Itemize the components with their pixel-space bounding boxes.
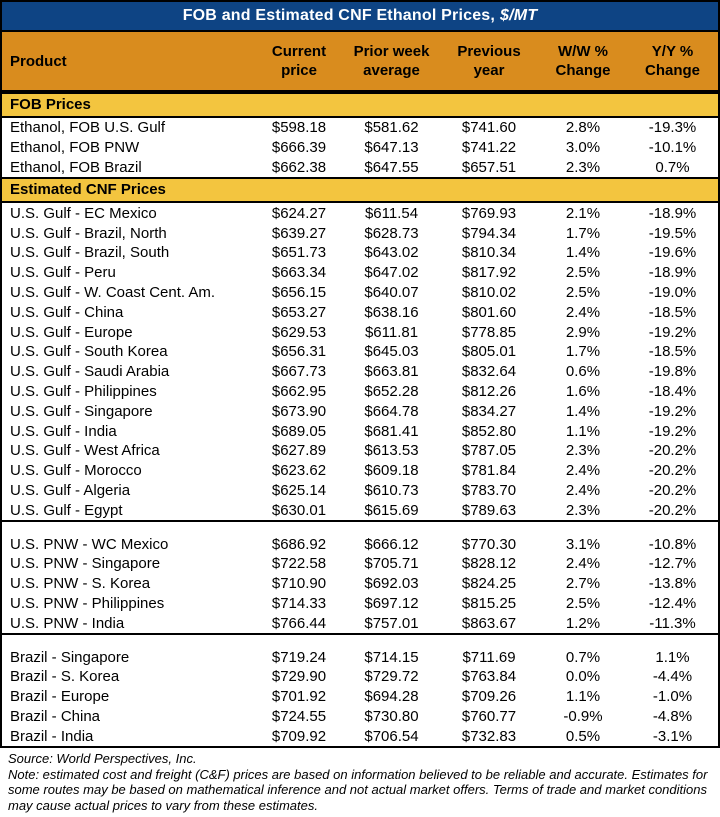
- previous-year-cell: $760.77: [461, 707, 517, 725]
- product-cell: U.S. Gulf - Singapore: [10, 402, 153, 420]
- yy-change-cell: -18.4%: [648, 382, 697, 400]
- previous-year-cell: $810.34: [461, 244, 517, 262]
- current-price-cell: $630.01: [271, 501, 327, 519]
- previous-year-cell: $815.25: [461, 594, 517, 612]
- table-row: [2, 203, 718, 223]
- column-header-prior-week-average-label: Prior week average: [353, 43, 430, 79]
- yy-change-cell: -1.0%: [652, 688, 693, 706]
- ww-change-cell: 1.1%: [565, 688, 601, 706]
- yy-change-cell: -18.5%: [648, 343, 697, 361]
- column-header-yy-change: [627, 42, 718, 80]
- prior-week-average-cell: $610.73: [364, 481, 419, 499]
- current-price-cell: $766.44: [271, 614, 327, 632]
- yy-change-cell: -11.3%: [649, 614, 696, 632]
- yy-change-cell: 1.1%: [655, 648, 690, 666]
- table-row: [2, 138, 718, 158]
- table-row: [2, 574, 718, 594]
- column-header-current-price-label: Current price: [271, 43, 327, 79]
- current-price-cell: $629.53: [271, 323, 327, 341]
- ww-change-cell: 2.5%: [565, 264, 601, 282]
- yy-change-cell: -19.5%: [648, 224, 697, 242]
- table-row: [2, 667, 718, 687]
- product-cell: U.S. PNW - S. Korea: [10, 575, 151, 593]
- product-cell: U.S. Gulf - West Africa: [10, 442, 160, 460]
- section-band: Estimated CNF Prices: [2, 177, 718, 203]
- column-header-product-label: Product: [10, 52, 67, 70]
- yy-change-cell: -20.2%: [648, 501, 697, 519]
- ww-change-cell: 1.6%: [565, 382, 601, 400]
- current-price-cell: $627.89: [271, 442, 327, 460]
- yy-change-cell: -10.1%: [648, 139, 697, 157]
- previous-year-cell: $741.60: [461, 119, 517, 137]
- yy-change-cell: -20.2%: [648, 481, 697, 499]
- column-header-row: [2, 32, 718, 92]
- column-header-previous-year-label: Previous year: [457, 43, 521, 79]
- yy-change-cell: -19.2%: [648, 323, 697, 341]
- prior-week-average-cell: $666.12: [364, 535, 419, 553]
- ww-change-cell: 2.8%: [565, 119, 601, 137]
- product-cell: U.S. Gulf - Brazil, North: [10, 224, 167, 242]
- product-cell: U.S. Gulf - Europe: [10, 323, 133, 341]
- product-cell: U.S. Gulf - Philippines: [10, 382, 157, 400]
- prior-week-average-cell: $615.69: [364, 501, 419, 519]
- prior-week-average-cell: $613.53: [364, 442, 419, 460]
- previous-year-cell: $769.93: [461, 204, 517, 222]
- ww-change-cell: 1.7%: [565, 224, 601, 242]
- ww-change-cell: 2.4%: [565, 462, 601, 480]
- yy-change-cell: -19.3%: [648, 119, 697, 137]
- section-gap: [2, 520, 718, 534]
- product-cell: U.S. Gulf - Egypt: [10, 501, 123, 519]
- yy-change-cell: -20.2%: [648, 442, 697, 460]
- prior-week-average-cell: $647.02: [364, 264, 419, 282]
- product-cell: Brazil - China: [10, 707, 101, 725]
- prior-week-average-cell: $681.41: [364, 422, 419, 440]
- previous-year-cell: $852.80: [461, 422, 517, 440]
- table-row: [2, 401, 718, 421]
- previous-year-cell: $801.60: [461, 303, 517, 321]
- previous-year-cell: $789.63: [461, 501, 517, 519]
- prior-week-average-cell: $705.71: [364, 555, 419, 573]
- ww-change-cell: 2.3%: [565, 158, 601, 176]
- product-cell: U.S. PNW - Singapore: [10, 555, 161, 573]
- ww-change-cell: -0.9%: [563, 707, 603, 725]
- column-header-current-price: [254, 42, 344, 80]
- product-cell: U.S. Gulf - India: [10, 422, 117, 440]
- table-row: [2, 421, 718, 441]
- table-row: [2, 554, 718, 574]
- previous-year-cell: $763.84: [461, 668, 517, 686]
- yy-change-cell: -4.4%: [652, 668, 693, 686]
- current-price-cell: $598.18: [271, 119, 327, 137]
- previous-year-cell: $824.25: [461, 575, 517, 593]
- ww-change-cell: 0.7%: [565, 648, 601, 666]
- yy-change-cell: -18.9%: [648, 204, 697, 222]
- previous-year-cell: $778.85: [461, 323, 517, 341]
- previous-year-cell: $657.51: [461, 158, 517, 176]
- prior-week-average-cell: $729.72: [364, 668, 419, 686]
- current-price-cell: $651.73: [271, 244, 327, 262]
- yy-change-cell: -18.5%: [648, 303, 697, 321]
- table-row: [2, 441, 718, 461]
- previous-year-cell: $781.84: [461, 462, 517, 480]
- current-price-cell: $689.05: [271, 422, 327, 440]
- table-row: [2, 534, 718, 554]
- product-cell: U.S. Gulf - Saudi Arabia: [10, 363, 170, 381]
- column-header-prior-week-average: [344, 42, 439, 80]
- current-price-cell: $686.92: [271, 535, 327, 553]
- prior-week-average-cell: $692.03: [364, 575, 419, 593]
- table-row: [2, 481, 718, 501]
- current-price-cell: $656.15: [271, 283, 327, 301]
- prior-week-average-cell: $638.16: [364, 303, 419, 321]
- product-cell: U.S. Gulf - Peru: [10, 264, 116, 282]
- previous-year-cell: $817.92: [461, 264, 517, 282]
- product-cell: Ethanol, FOB PNW: [10, 139, 140, 157]
- previous-year-cell: $709.26: [461, 688, 517, 706]
- table-row: [2, 362, 718, 382]
- table-row: [2, 687, 718, 707]
- previous-year-cell: $732.83: [461, 727, 517, 745]
- current-price-cell: $724.55: [271, 707, 327, 725]
- ww-change-cell: 1.4%: [565, 244, 601, 262]
- current-price-cell: $666.39: [271, 139, 327, 157]
- yy-change-cell: -19.0%: [648, 283, 697, 301]
- product-cell: Ethanol, FOB U.S. Gulf: [10, 119, 166, 137]
- column-header-ww-change-label: W/W % Change: [555, 43, 611, 79]
- ww-change-cell: 2.3%: [565, 442, 601, 460]
- previous-year-cell: $787.05: [461, 442, 517, 460]
- current-price-cell: $667.73: [271, 363, 327, 381]
- prior-week-average-cell: $609.18: [364, 462, 419, 480]
- source-note: Source: World Perspectives, Inc.: [8, 751, 197, 767]
- product-cell: U.S. Gulf - South Korea: [10, 343, 168, 361]
- prior-week-average-cell: $730.80: [364, 707, 419, 725]
- yy-change-cell: -19.2%: [648, 402, 697, 420]
- ww-change-cell: 2.9%: [565, 323, 601, 341]
- ww-change-cell: 2.4%: [565, 555, 601, 573]
- yy-change-cell: -3.1%: [652, 727, 693, 745]
- table-row: [2, 382, 718, 402]
- column-header-previous-year: [439, 42, 539, 80]
- previous-year-cell: $741.22: [461, 139, 517, 157]
- prior-week-average-cell: $714.15: [364, 648, 419, 666]
- prior-week-average-cell: $663.81: [364, 363, 419, 381]
- ww-change-cell: 2.3%: [565, 501, 601, 519]
- table-body: [2, 92, 718, 746]
- yy-change-cell: -10.8%: [648, 535, 697, 553]
- ww-change-cell: 1.4%: [565, 402, 601, 420]
- prior-week-average-cell: $694.28: [364, 688, 419, 706]
- table-title: FOB and Estimated CNF Ethanol Prices,: [182, 7, 496, 24]
- footnotes: [0, 748, 720, 813]
- table-row: [2, 223, 718, 243]
- prior-week-average-cell: $664.78: [364, 402, 419, 420]
- column-header-product: [2, 52, 254, 71]
- table-title-bar: [2, 2, 718, 32]
- previous-year-cell: $834.27: [461, 402, 517, 420]
- previous-year-cell: $863.67: [461, 614, 517, 632]
- product-cell: U.S. Gulf - W. Coast Cent. Am.: [10, 283, 216, 301]
- ww-change-cell: 2.5%: [565, 594, 601, 612]
- current-price-cell: $710.90: [271, 575, 327, 593]
- prior-week-average-cell: $757.01: [364, 614, 419, 632]
- previous-year-cell: $711.69: [462, 648, 516, 666]
- table-row: [2, 283, 718, 303]
- current-price-cell: $653.27: [271, 303, 327, 321]
- ww-change-cell: 1.1%: [565, 422, 601, 440]
- table-row: [2, 726, 718, 746]
- ww-change-cell: 0.5%: [565, 727, 601, 745]
- current-price-cell: $719.24: [271, 648, 327, 666]
- current-price-cell: $625.14: [271, 481, 327, 499]
- product-cell: Brazil - Europe: [10, 688, 110, 706]
- yy-change-cell: -18.9%: [648, 264, 697, 282]
- current-price-cell: $623.62: [271, 462, 327, 480]
- table-row: [2, 594, 718, 614]
- ww-change-cell: 0.0%: [565, 668, 601, 686]
- previous-year-cell: $828.12: [461, 555, 517, 573]
- product-cell: U.S. PNW - India: [10, 614, 125, 632]
- table-row: [2, 647, 718, 667]
- current-price-cell: $662.95: [271, 382, 327, 400]
- product-cell: Brazil - S. Korea: [10, 668, 120, 686]
- ww-change-cell: 3.1%: [565, 535, 601, 553]
- table-row: [2, 118, 718, 138]
- current-price-cell: $709.92: [271, 727, 327, 745]
- table-row: [2, 500, 718, 520]
- table-row: [2, 322, 718, 342]
- yy-change-cell: 0.7%: [655, 158, 690, 176]
- prior-week-average-cell: $611.81: [364, 323, 419, 341]
- table-row: [2, 302, 718, 322]
- table-title-unit: $/MT: [500, 7, 538, 24]
- table-row: [2, 707, 718, 727]
- current-price-cell: $662.38: [271, 158, 327, 176]
- prior-week-average-cell: $640.07: [364, 283, 419, 301]
- previous-year-cell: $812.26: [461, 382, 517, 400]
- prior-week-average-cell: $652.28: [364, 382, 419, 400]
- prior-week-average-cell: $643.02: [364, 244, 419, 262]
- table-row: [2, 461, 718, 481]
- product-cell: U.S. Gulf - Morocco: [10, 462, 142, 480]
- yy-change-cell: -19.6%: [648, 244, 697, 262]
- product-cell: U.S. Gulf - Brazil, South: [10, 244, 170, 262]
- column-header-ww-change: [539, 42, 627, 80]
- product-cell: U.S. Gulf - EC Mexico: [10, 204, 157, 222]
- current-price-cell: $656.31: [271, 343, 327, 361]
- yy-change-cell: -19.8%: [648, 363, 697, 381]
- product-cell: U.S. PNW - Philippines: [10, 594, 165, 612]
- product-cell: Brazil - India: [10, 727, 94, 745]
- table-row: [2, 158, 718, 178]
- prior-week-average-cell: $697.12: [364, 594, 419, 612]
- previous-year-cell: $805.01: [461, 343, 517, 361]
- yy-change-cell: -13.8%: [648, 575, 697, 593]
- product-cell: U.S. Gulf - China: [10, 303, 124, 321]
- current-price-cell: $722.58: [271, 555, 327, 573]
- current-price-cell: $663.34: [271, 264, 327, 282]
- table-row: [2, 342, 718, 362]
- previous-year-cell: $783.70: [461, 481, 517, 499]
- product-cell: U.S. Gulf - Algeria: [10, 481, 131, 499]
- yy-change-cell: -12.4%: [648, 594, 697, 612]
- yy-change-cell: -20.2%: [648, 462, 697, 480]
- prior-week-average-cell: $611.54: [364, 204, 419, 222]
- prior-week-average-cell: $645.03: [364, 343, 419, 361]
- previous-year-cell: $794.34: [461, 224, 517, 242]
- table-row: [2, 243, 718, 263]
- current-price-cell: $714.33: [271, 594, 327, 612]
- current-price-cell: $624.27: [271, 204, 327, 222]
- ww-change-cell: 2.7%: [565, 575, 601, 593]
- yy-change-cell: -12.7%: [648, 555, 697, 573]
- current-price-cell: $701.92: [271, 688, 327, 706]
- product-cell: Brazil - Singapore: [10, 648, 130, 666]
- column-header-yy-change-label: Y/Y % Change: [644, 43, 700, 79]
- prior-week-average-cell: $581.62: [364, 119, 419, 137]
- section-band: FOB Prices: [2, 92, 718, 118]
- ww-change-cell: 3.0%: [565, 139, 601, 157]
- prior-week-average-cell: $706.54: [364, 727, 419, 745]
- previous-year-cell: $832.64: [461, 363, 517, 381]
- ww-change-cell: 1.2%: [565, 614, 601, 632]
- prior-week-average-cell: $647.13: [364, 139, 419, 157]
- product-cell: U.S. PNW - WC Mexico: [10, 535, 169, 553]
- table-row: [2, 263, 718, 283]
- section-gap: [2, 633, 718, 647]
- current-price-cell: $673.90: [271, 402, 327, 420]
- ww-change-cell: 2.5%: [565, 283, 601, 301]
- yy-change-cell: -19.2%: [648, 422, 697, 440]
- ww-change-cell: 2.4%: [565, 481, 601, 499]
- table-row: [2, 613, 718, 633]
- current-price-cell: $729.90: [271, 668, 327, 686]
- ww-change-cell: 2.4%: [565, 303, 601, 321]
- prior-week-average-cell: $628.73: [364, 224, 419, 242]
- ww-change-cell: 1.7%: [565, 343, 601, 361]
- prior-week-average-cell: $647.55: [364, 158, 419, 176]
- previous-year-cell: $810.02: [461, 283, 517, 301]
- current-price-cell: $639.27: [271, 224, 327, 242]
- ww-change-cell: 0.6%: [565, 363, 601, 381]
- previous-year-cell: $770.30: [461, 535, 517, 553]
- estimate-note: Note: estimated cost and freight (C&F) prices are based on information believed to be reliable and accurate. Estimates for some routes may be based on mathematical inference and not actual market offers. Terms of trade and market conditions may cause actual prices to vary from these estimates.: [8, 766, 708, 813]
- yy-change-cell: -4.8%: [652, 707, 693, 725]
- ww-change-cell: 2.1%: [565, 204, 601, 222]
- product-cell: Ethanol, FOB Brazil: [10, 158, 142, 176]
